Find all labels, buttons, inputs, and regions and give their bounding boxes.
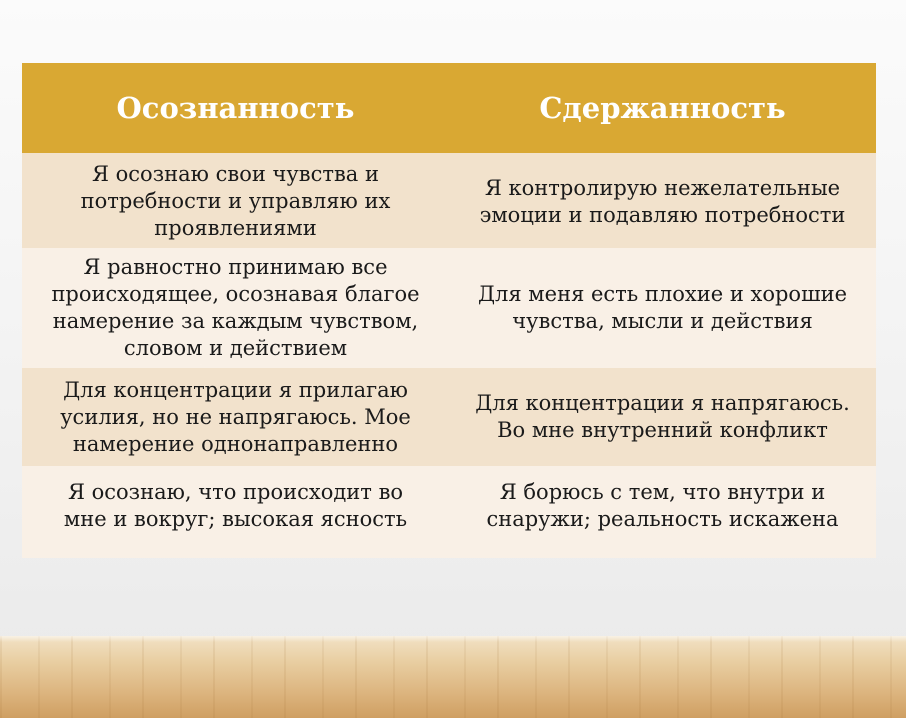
header-cell-restraint: Сдержанность	[539, 91, 786, 125]
table-cell-right: Я борюсь с тем, что внутри и снаружи; реальность искажена	[486, 480, 839, 531]
comparison-table	[22, 63, 876, 558]
table-row	[22, 153, 876, 248]
table-cell-left: Я осознаю свои чувства и потребности и управляю их проявлениями	[80, 162, 391, 240]
table-cell-right: Для концентрации я напрягаюсь. Во мне внутренний конфликт	[475, 391, 850, 442]
table-cell-left: Для концентрации я прилагаю усилия, но не напрягаюсь. Мое намерение однонаправленно	[60, 377, 411, 456]
wooden-floor-background	[0, 636, 906, 718]
table-header-row	[22, 63, 876, 153]
table-cell-right: Для меня есть плохие и хорошие чувства, мысли и действия	[477, 282, 848, 333]
table-cell-left: Я равностно принимаю все происходящее, осознавая благое намерение за каждым чувством, словом и действием	[51, 255, 420, 360]
header-cell-mindfulness: Осознанность	[116, 91, 355, 125]
table-cell-right: Я контролирую нежелательные эмоции и подавляю потребности	[479, 175, 846, 227]
table-row	[22, 248, 876, 368]
table-row	[22, 466, 876, 558]
table-cell-left: Я осознаю, что происходит во мне и вокруг; высокая ясность	[63, 480, 408, 531]
table-row	[22, 368, 876, 466]
